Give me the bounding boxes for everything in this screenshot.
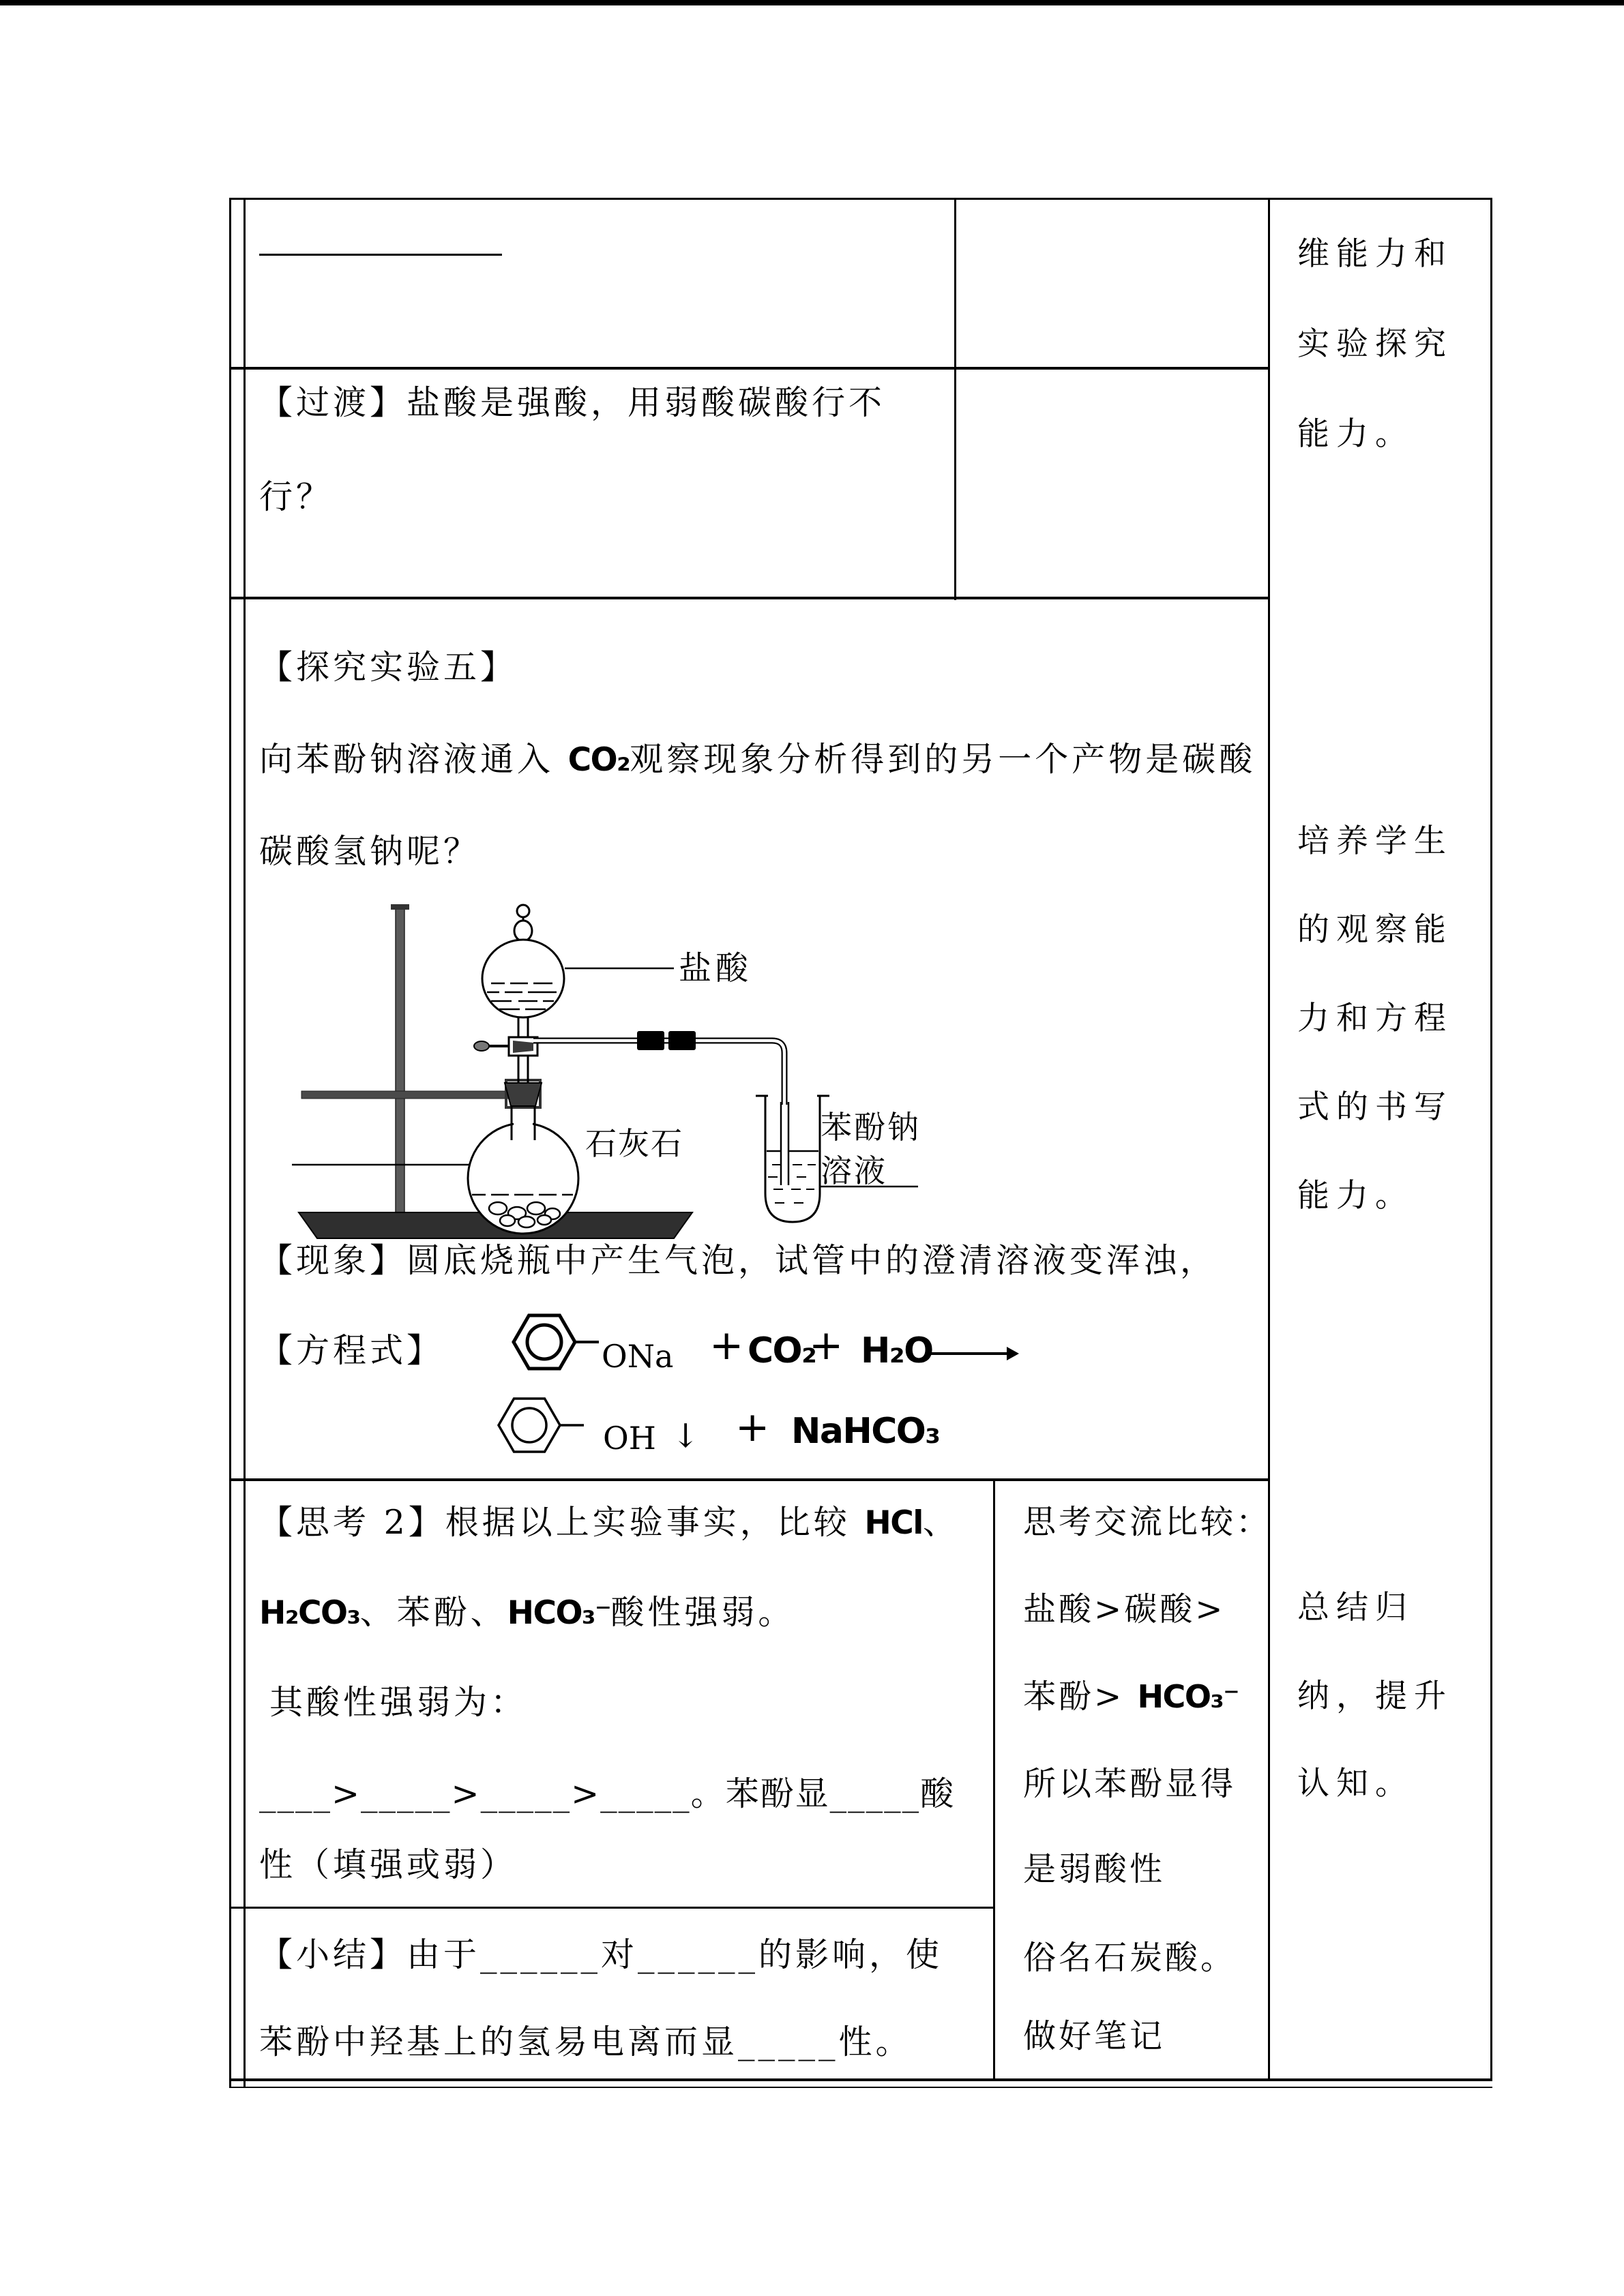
middle-note-line-3: 苯酚> HCO₃⁻: [1023, 1678, 1239, 1716]
right-note-b-line-2: 的观察能: [1297, 911, 1453, 949]
equation-label: 【方程式】: [259, 1331, 444, 1370]
blank-fill-line[interactable]: [259, 254, 502, 256]
middle-note-line-5: 是弱酸性: [1023, 1850, 1166, 1888]
middle-note-line-4: 所以苯酚显得: [1023, 1765, 1237, 1803]
thinking2-line-3: 其酸性强弱为：: [269, 1683, 528, 1722]
equation-nahco3: NaHCO₃: [791, 1411, 940, 1452]
funnel-stopper: [514, 921, 532, 941]
middle-note-line-6: 俗名石炭酸。: [1023, 1939, 1237, 1977]
table-row4-bottom: [229, 1907, 995, 1909]
table-border-right: [1490, 198, 1492, 2081]
right-note-b-line-1: 培养学生: [1297, 822, 1453, 860]
table-border-left-inner: [243, 198, 246, 2088]
delivery-tube-outer: [533, 1041, 784, 1106]
thinking2-line-2: H₂CO₃、苯酚、HCO₃⁻酸性强弱。: [259, 1593, 795, 1632]
observation-line: 【现象】圆底烧瓶中产生气泡，试管中的澄清溶液变浑浊，: [259, 1241, 1217, 1280]
equation-h2o: H₂O: [861, 1330, 933, 1371]
label-limestone: 石灰石: [585, 1125, 683, 1162]
tube-connector-2: [668, 1031, 696, 1050]
transition-line-1: 【过渡】盐酸是强酸，用弱酸碳酸行不: [259, 383, 886, 422]
stand-rod: [396, 907, 404, 1215]
label-solution: 溶液: [821, 1152, 887, 1189]
table-border-left-outer: [229, 198, 231, 2088]
middle-note-line-1: 思考交流比较：: [1023, 1503, 1272, 1541]
tube-connector-1: [637, 1031, 664, 1050]
right-note-b-line-4: 式的书写: [1297, 1088, 1453, 1126]
equation-co2: CO₂: [748, 1330, 816, 1371]
experiment-question-line-1: 向苯酚钠溶液通入 CO₂观察现象分析得到的另一个产物是碳酸: [259, 740, 1256, 779]
clamp-arm: [301, 1091, 533, 1099]
thinking2-blanks-line[interactable]: ____>_____>_____>_____。苯酚显_____酸: [259, 1774, 956, 1813]
equation-plus-1: +: [709, 1322, 744, 1369]
benzene-ring-icon: [497, 1394, 585, 1457]
equation-plus-3: +: [735, 1403, 770, 1451]
thinking2-line-1: 【思考 2】根据以上实验事实，比较 HCl、: [259, 1503, 960, 1542]
reaction-arrow-icon: [925, 1345, 1020, 1362]
table-border-notes-column: [1268, 198, 1270, 2081]
summary-line-1[interactable]: 【小结】由于______对______的影响，使: [259, 1935, 943, 1974]
equation-precipitate-arrow: ↓: [672, 1417, 700, 1455]
table-row2-bottom: [229, 597, 1270, 599]
right-note-a-line-2: 实验探究: [1297, 325, 1453, 363]
stand-rod-cap: [391, 904, 409, 910]
experiment-title: 【探究实验五】: [259, 648, 518, 687]
right-note-a-line-3: 能力。: [1297, 415, 1414, 453]
label-hydrochloric-acid: 盐酸: [679, 949, 753, 987]
flask-stopper: [505, 1083, 542, 1106]
right-note-c-line-1: 总结归: [1297, 1589, 1414, 1626]
test-tube: [765, 1096, 820, 1222]
middle-note-line-7: 做好笔记: [1023, 2017, 1166, 2055]
stopcock-knob: [474, 1041, 489, 1051]
test-tube-liquid-hatch: [768, 1165, 816, 1203]
right-note-b-line-5: 能力。: [1297, 1177, 1414, 1214]
summary-line-2[interactable]: 苯酚中羟基上的氢易电离而显_____性。: [259, 2023, 913, 2061]
transition-line-2: 行？: [259, 477, 334, 516]
table-divider-rows12: [954, 198, 956, 600]
top-edge-bar: [0, 0, 1624, 5]
table-border-bottom-thick: [229, 2078, 1492, 2081]
experiment-question-line-2: 碳酸氢钠呢？: [259, 832, 481, 871]
funnel-bulb: [482, 940, 564, 1017]
apparatus-diagram: [286, 900, 921, 1241]
table-row1-bottom: [229, 367, 1270, 370]
right-note-b-line-3: 力和方程: [1297, 1000, 1453, 1037]
equation-plus-2: +: [809, 1322, 844, 1369]
label-sodium-phenolate: 苯酚钠: [821, 1109, 921, 1146]
delivery-tube-core: [533, 1041, 784, 1106]
equation-oh: OH: [603, 1420, 656, 1457]
thinking2-line-5: 性（填强或弱）: [259, 1845, 518, 1884]
equation-ona: ONa: [602, 1338, 674, 1375]
table-border-top: [229, 198, 1492, 200]
right-note-a-line-1: 维能力和: [1297, 235, 1453, 273]
table-divider-rows45: [993, 1480, 995, 2081]
benzene-ring-icon: [512, 1311, 600, 1373]
middle-note-line-2: 盐酸>碳酸>: [1023, 1590, 1226, 1628]
right-note-c-line-3: 认知。: [1297, 1765, 1414, 1802]
funnel-top-ring: [517, 905, 529, 917]
table-border-bottom-thin: [229, 2087, 1492, 2088]
stopcock-plug: [513, 1041, 533, 1053]
right-note-c-line-2: 纳，提升: [1297, 1678, 1453, 1715]
table-row3-bottom: [229, 1478, 1270, 1481]
